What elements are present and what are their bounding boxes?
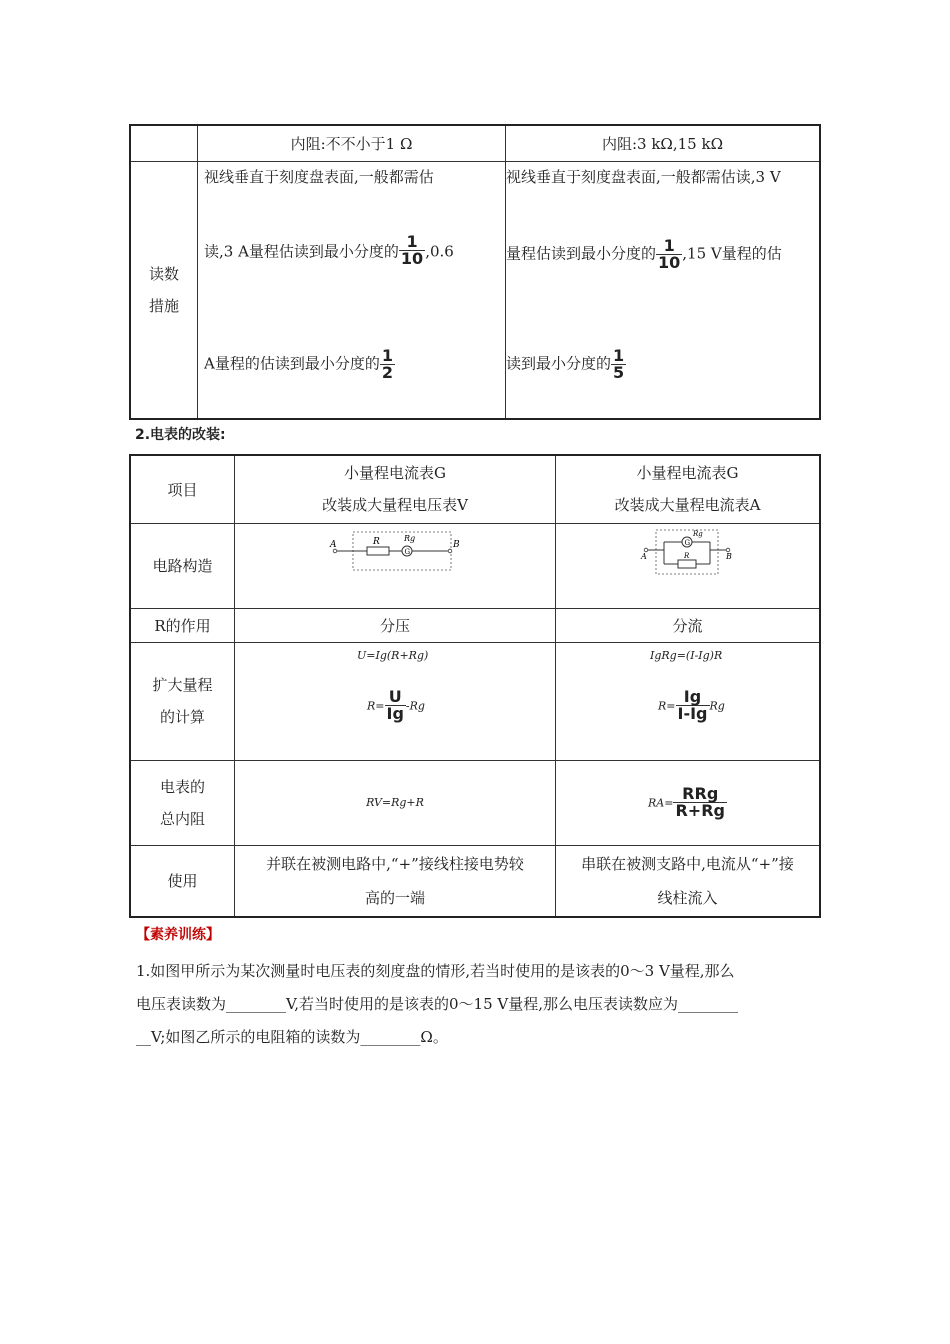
t1-internal-resistance-ammeter: 内阻:不不小于1 Ω bbox=[198, 125, 506, 161]
t2-role-voltage-divide: 分压 bbox=[235, 608, 556, 642]
question-1: 1.如图甲所示为某次测量时电压表的刻度盘的情形,若当时使用的是该表的0～3 V量程,那么 电压表读数为________V,若当时使用的是该表的0～15 V量程,那么电压表读数应为________ __V;如图乙所示的电阻箱的读数为________Ω。 bbox=[136, 962, 738, 1046]
t2-usage-label: 使用 bbox=[130, 845, 235, 917]
t2-circuit-label: 电路构造 bbox=[130, 523, 235, 608]
svg-text:G: G bbox=[684, 538, 690, 547]
t2-usage-voltmeter: 并联在被测电路中,“+”接线柱接电势较 高的一端 bbox=[235, 845, 556, 917]
t2-role-label: R的作用 bbox=[130, 608, 235, 642]
t1-internal-resistance-voltmeter: 内阻:3 kΩ,15 kΩ bbox=[506, 125, 821, 161]
svg-text:A: A bbox=[640, 551, 647, 561]
t2-calc-ammeter: IgRg=(I-Ig)R R= $\frac{Ig}{I-Ig}$ Rg bbox=[556, 642, 821, 760]
svg-text:G: G bbox=[404, 547, 411, 556]
section-heading-meter-modification: 2.电表的改装: bbox=[135, 427, 226, 443]
svg-text:A: A bbox=[330, 539, 337, 550]
t2-header-ammeter: 小量程电流表G 改装成大量程电流表A bbox=[556, 455, 821, 523]
t2-circuit-parallel bbox=[556, 523, 821, 608]
t2-resistance-label: 电表的 总内阻 bbox=[130, 760, 235, 845]
t2-role-current-divide: 分流 bbox=[556, 608, 821, 642]
series-circuit-diagram bbox=[325, 528, 465, 578]
t1-ammeter-reading: 视线垂直于刻度盘表面,一般都需估 读,3 A量程估读到最小分度的 $\frac{1}{10}$ ,0.6 A量程的估读到最小分度的 $\frac{1}{2}$ bbox=[198, 161, 506, 419]
t2-header-voltmeter: 小量程电流表G 改装成大量程电压表V bbox=[235, 455, 556, 523]
t1-voltmeter-reading: 视线垂直于刻度盘表面,一般都需估读,3 V 量程估读到最小分度的 $\frac{1}{10}$ ,15 V量程的估 读到最小分度的 $\frac{1}{5}$ bbox=[506, 161, 821, 419]
t2-resistance-voltmeter: RV=Rg+R bbox=[235, 760, 556, 845]
resistor-icon bbox=[367, 547, 389, 555]
training-heading: 【素养训练】 bbox=[136, 927, 220, 943]
resistor-icon bbox=[678, 560, 696, 568]
t2-calc-voltmeter: U=Ig(R+Rg) R= $\frac{U}{Ig}$ -Rg bbox=[235, 642, 556, 760]
t2-usage-ammeter: 串联在被测支路中,电流从“+”接 线柱流入 bbox=[556, 845, 821, 917]
t2-header-item: 项目 bbox=[130, 455, 235, 523]
t1-reading-method-label: 读数 措施 bbox=[130, 161, 198, 419]
t2-calc-label: 扩大量程 的计算 bbox=[130, 642, 235, 760]
parallel-circuit-diagram bbox=[638, 528, 738, 578]
svg-text:Rg: Rg bbox=[692, 529, 703, 538]
t2-circuit-series bbox=[235, 523, 556, 608]
svg-text:Rg: Rg bbox=[404, 533, 416, 543]
svg-text:B: B bbox=[725, 551, 732, 561]
svg-text:R: R bbox=[373, 536, 380, 547]
t2-resistance-ammeter: RA= $\frac{\text{RRg}}{R+Rg}$ bbox=[556, 760, 821, 845]
svg-text:B: B bbox=[453, 539, 460, 550]
svg-text:R: R bbox=[683, 551, 689, 560]
